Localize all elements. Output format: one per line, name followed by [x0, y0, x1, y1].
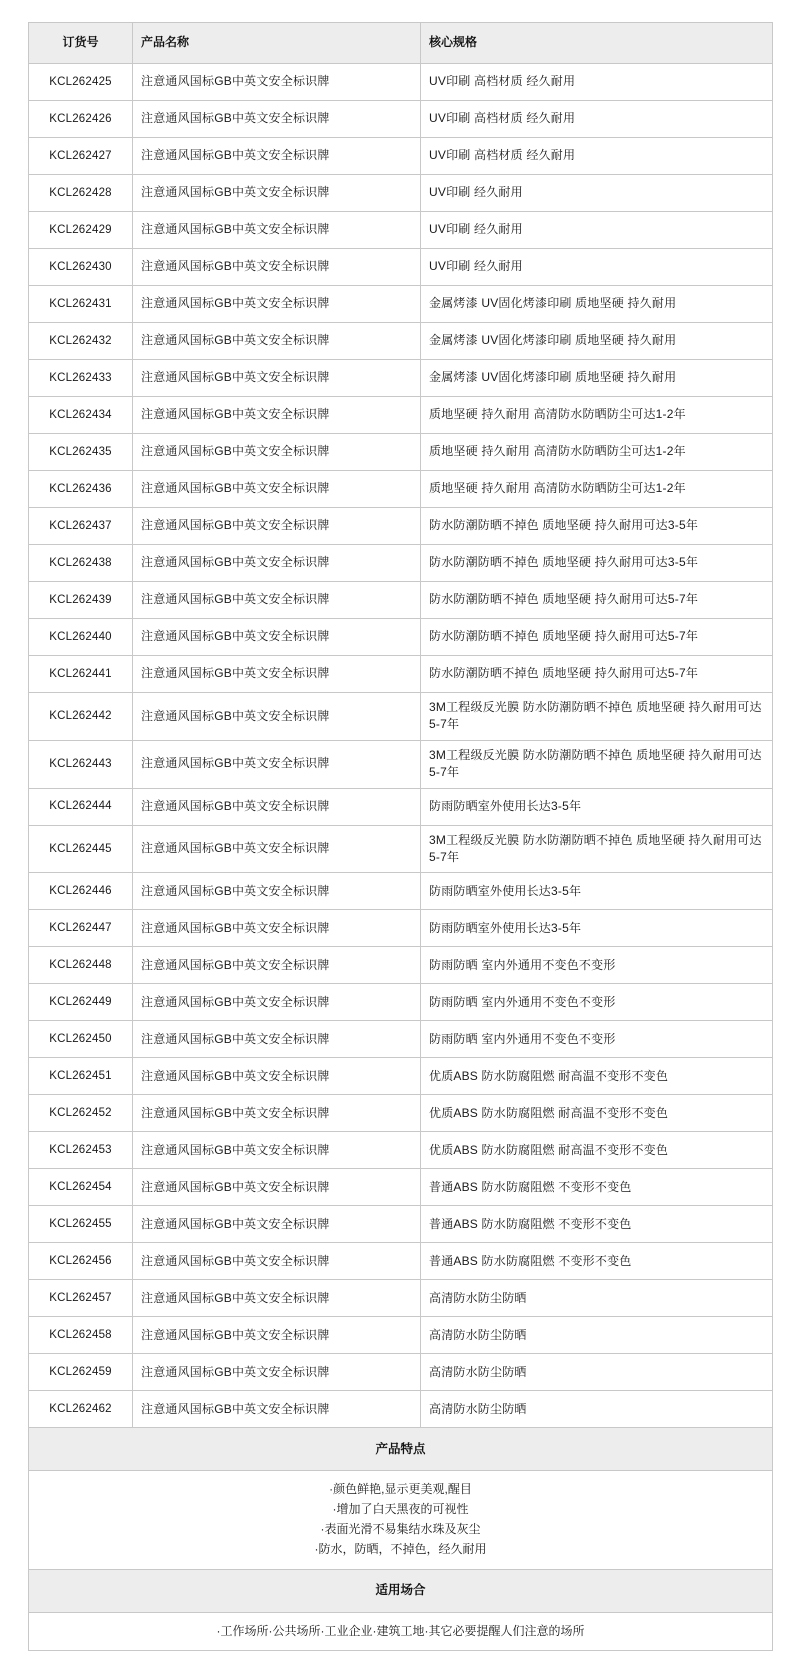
cell-core-spec: 防雨防晒室外使用长达3-5年: [421, 788, 773, 825]
table-row: [29, 101, 773, 138]
cell-core-spec: 普通ABS 防水防腐阻燃 不变形不变色: [421, 1206, 773, 1243]
cell-order-code: KCL262456: [29, 1243, 133, 1280]
table-row: [29, 1021, 773, 1058]
cell-core-spec: 质地坚硬 持久耐用 高清防水防晒防尘可达1-2年: [421, 434, 773, 471]
cell-product-name: 注意通风国标GB中英文安全标识牌: [133, 249, 421, 286]
cell-core-spec: 高清防水防尘防晒: [421, 1391, 773, 1428]
cell-core-spec: 防水防潮防晒不掉色 质地坚硬 持久耐用可达3-5年: [421, 508, 773, 545]
scenes-title: 适用场合: [29, 1569, 773, 1612]
table-row: [29, 1317, 773, 1354]
cell-product-name: 注意通风国标GB中英文安全标识牌: [133, 582, 421, 619]
table-row: [29, 397, 773, 434]
table-row: [29, 434, 773, 471]
cell-product-name: 注意通风国标GB中英文安全标识牌: [133, 286, 421, 323]
product-spec-table: [28, 22, 773, 1651]
cell-product-name: 注意通风国标GB中英文安全标识牌: [133, 740, 421, 788]
table-row: [29, 249, 773, 286]
cell-core-spec: 金属烤漆 UV固化烤漆印刷 质地坚硬 持久耐用: [421, 323, 773, 360]
cell-order-code: KCL262429: [29, 212, 133, 249]
cell-order-code: KCL262425: [29, 64, 133, 101]
table-body: [29, 64, 773, 1428]
cell-core-spec: 防雨防晒室外使用长达3-5年: [421, 910, 773, 947]
cell-core-spec: 质地坚硬 持久耐用 高清防水防晒防尘可达1-2年: [421, 397, 773, 434]
table-row: [29, 138, 773, 175]
cell-core-spec: 优质ABS 防水防腐阻燃 耐高温不变形不变色: [421, 1058, 773, 1095]
cell-core-spec: UV印刷 经久耐用: [421, 175, 773, 212]
cell-product-name: 注意通风国标GB中英文安全标识牌: [133, 545, 421, 582]
table-row: [29, 740, 773, 788]
cell-order-code: KCL262451: [29, 1058, 133, 1095]
cell-order-code: KCL262457: [29, 1280, 133, 1317]
table-row: [29, 471, 773, 508]
table-row: [29, 212, 773, 249]
cell-product-name: 注意通风国标GB中英文安全标识牌: [133, 1132, 421, 1169]
table-row: [29, 64, 773, 101]
cell-order-code: KCL262439: [29, 582, 133, 619]
cell-product-name: 注意通风国标GB中英文安全标识牌: [133, 434, 421, 471]
cell-order-code: KCL262462: [29, 1391, 133, 1428]
cell-order-code: KCL262440: [29, 619, 133, 656]
cell-order-code: KCL262430: [29, 249, 133, 286]
cell-order-code: KCL262433: [29, 360, 133, 397]
table-row: [29, 323, 773, 360]
cell-product-name: 注意通风国标GB中英文安全标识牌: [133, 64, 421, 101]
table-row: [29, 1206, 773, 1243]
table-row: [29, 1280, 773, 1317]
scene-line: ·工作场所·公共场所·工业企业·建筑工地·其它必要提醒人们注意的场所: [216, 1623, 585, 1638]
column-header-spec: 核心规格: [421, 23, 773, 64]
cell-core-spec: 金属烤漆 UV固化烤漆印刷 质地坚硬 持久耐用: [421, 360, 773, 397]
cell-product-name: 注意通风国标GB中英文安全标识牌: [133, 360, 421, 397]
column-header-name: 产品名称: [133, 23, 421, 64]
cell-core-spec: 普通ABS 防水防腐阻燃 不变形不变色: [421, 1169, 773, 1206]
table-row: [29, 1243, 773, 1280]
cell-order-code: KCL262438: [29, 545, 133, 582]
cell-order-code: KCL262453: [29, 1132, 133, 1169]
table-header: [29, 23, 773, 64]
cell-order-code: KCL262445: [29, 825, 133, 873]
cell-product-name: 注意通风国标GB中英文安全标识牌: [133, 984, 421, 1021]
cell-order-code: KCL262434: [29, 397, 133, 434]
cell-core-spec: UV印刷 高档材质 经久耐用: [421, 64, 773, 101]
features-list: [29, 1471, 773, 1569]
cell-core-spec: 3M工程级反光膜 防水防潮防晒不掉色 质地坚硬 持久耐用可达5-7年: [421, 825, 773, 873]
cell-order-code: KCL262452: [29, 1095, 133, 1132]
scenes-title-row: [29, 1569, 773, 1612]
cell-product-name: 注意通风国标GB中英文安全标识牌: [133, 1021, 421, 1058]
table-row: [29, 1095, 773, 1132]
cell-product-name: 注意通风国标GB中英文安全标识牌: [133, 1391, 421, 1428]
cell-core-spec: 3M工程级反光膜 防水防潮防晒不掉色 质地坚硬 持久耐用可达5-7年: [421, 693, 773, 741]
cell-core-spec: 高清防水防尘防晒: [421, 1354, 773, 1391]
table-row: [29, 360, 773, 397]
cell-order-code: KCL262444: [29, 788, 133, 825]
cell-product-name: 注意通风国标GB中英文安全标识牌: [133, 873, 421, 910]
cell-core-spec: 质地坚硬 持久耐用 高清防水防晒防尘可达1-2年: [421, 471, 773, 508]
table-row: [29, 984, 773, 1021]
cell-product-name: 注意通风国标GB中英文安全标识牌: [133, 825, 421, 873]
cell-core-spec: 防水防潮防晒不掉色 质地坚硬 持久耐用可达3-5年: [421, 545, 773, 582]
cell-order-code: KCL262459: [29, 1354, 133, 1391]
cell-order-code: KCL262436: [29, 471, 133, 508]
features-title-row: [29, 1428, 773, 1471]
cell-core-spec: 优质ABS 防水防腐阻燃 耐高温不变形不变色: [421, 1132, 773, 1169]
cell-order-code: KCL262448: [29, 947, 133, 984]
table-row: [29, 1391, 773, 1428]
cell-core-spec: UV印刷 经久耐用: [421, 212, 773, 249]
table-row: [29, 947, 773, 984]
table-row: [29, 286, 773, 323]
cell-product-name: 注意通风国标GB中英文安全标识牌: [133, 471, 421, 508]
cell-order-code: KCL262428: [29, 175, 133, 212]
table-row: [29, 910, 773, 947]
cell-core-spec: 优质ABS 防水防腐阻燃 耐高温不变形不变色: [421, 1095, 773, 1132]
cell-order-code: KCL262441: [29, 656, 133, 693]
table-row: [29, 788, 773, 825]
cell-core-spec: 高清防水防尘防晒: [421, 1280, 773, 1317]
cell-order-code: KCL262454: [29, 1169, 133, 1206]
cell-order-code: KCL262455: [29, 1206, 133, 1243]
cell-core-spec: 高清防水防尘防晒: [421, 1317, 773, 1354]
cell-core-spec: 防雨防晒 室内外通用不变色不变形: [421, 984, 773, 1021]
cell-core-spec: 防雨防晒 室内外通用不变色不变形: [421, 1021, 773, 1058]
cell-order-code: KCL262449: [29, 984, 133, 1021]
cell-product-name: 注意通风国标GB中英文安全标识牌: [133, 1206, 421, 1243]
cell-order-code: KCL262458: [29, 1317, 133, 1354]
cell-order-code: KCL262431: [29, 286, 133, 323]
table-row: [29, 1058, 773, 1095]
cell-core-spec: 3M工程级反光膜 防水防潮防晒不掉色 质地坚硬 持久耐用可达5-7年: [421, 740, 773, 788]
table-row: [29, 693, 773, 741]
cell-product-name: 注意通风国标GB中英文安全标识牌: [133, 397, 421, 434]
cell-product-name: 注意通风国标GB中英文安全标识牌: [133, 212, 421, 249]
cell-product-name: 注意通风国标GB中英文安全标识牌: [133, 1058, 421, 1095]
table-row: [29, 1132, 773, 1169]
cell-core-spec: 防雨防晒 室内外通用不变色不变形: [421, 947, 773, 984]
cell-order-code: KCL262450: [29, 1021, 133, 1058]
table-row: [29, 1354, 773, 1391]
cell-core-spec: 防水防潮防晒不掉色 质地坚硬 持久耐用可达5-7年: [421, 619, 773, 656]
cell-product-name: 注意通风国标GB中英文安全标识牌: [133, 1095, 421, 1132]
features-body-row: [29, 1471, 773, 1569]
cell-product-name: 注意通风国标GB中英文安全标识牌: [133, 1169, 421, 1206]
cell-product-name: 注意通风国标GB中英文安全标识牌: [133, 1354, 421, 1391]
cell-order-code: KCL262426: [29, 101, 133, 138]
cell-core-spec: 金属烤漆 UV固化烤漆印刷 质地坚硬 持久耐用: [421, 286, 773, 323]
cell-product-name: 注意通风国标GB中英文安全标识牌: [133, 947, 421, 984]
cell-product-name: 注意通风国标GB中英文安全标识牌: [133, 323, 421, 360]
cell-core-spec: UV印刷 高档材质 经久耐用: [421, 101, 773, 138]
table-footer: [29, 1428, 773, 1651]
cell-order-code: KCL262432: [29, 323, 133, 360]
cell-product-name: 注意通风国标GB中英文安全标识牌: [133, 101, 421, 138]
cell-product-name: 注意通风国标GB中英文安全标识牌: [133, 1243, 421, 1280]
table-row: [29, 873, 773, 910]
column-header-code: 订货号: [29, 23, 133, 64]
table-row: [29, 175, 773, 212]
table-row: [29, 1169, 773, 1206]
table-row: [29, 582, 773, 619]
table-row: [29, 545, 773, 582]
cell-order-code: KCL262435: [29, 434, 133, 471]
table-row: [29, 619, 773, 656]
cell-product-name: 注意通风国标GB中英文安全标识牌: [133, 693, 421, 741]
cell-product-name: 注意通风国标GB中英文安全标识牌: [133, 1280, 421, 1317]
cell-core-spec: 普通ABS 防水防腐阻燃 不变形不变色: [421, 1243, 773, 1280]
cell-core-spec: 防水防潮防晒不掉色 质地坚硬 持久耐用可达5-7年: [421, 656, 773, 693]
cell-product-name: 注意通风国标GB中英文安全标识牌: [133, 619, 421, 656]
feature-line: ·颜色鲜艳,显示更美观,醒目: [329, 1482, 472, 1497]
table-row: [29, 508, 773, 545]
cell-product-name: 注意通风国标GB中英文安全标识牌: [133, 138, 421, 175]
cell-order-code: KCL262443: [29, 740, 133, 788]
feature-line: ·防水，防晒，不掉色，经久耐用: [314, 1541, 487, 1556]
cell-order-code: KCL262437: [29, 508, 133, 545]
scenes-list: [29, 1612, 773, 1651]
cell-product-name: 注意通风国标GB中英文安全标识牌: [133, 175, 421, 212]
cell-product-name: 注意通风国标GB中英文安全标识牌: [133, 656, 421, 693]
feature-line: ·增加了白天黑夜的可视性: [332, 1502, 469, 1517]
cell-core-spec: 防水防潮防晒不掉色 质地坚硬 持久耐用可达5-7年: [421, 582, 773, 619]
cell-core-spec: 防雨防晒室外使用长达3-5年: [421, 873, 773, 910]
cell-product-name: 注意通风国标GB中英文安全标识牌: [133, 508, 421, 545]
cell-product-name: 注意通风国标GB中英文安全标识牌: [133, 788, 421, 825]
cell-order-code: KCL262427: [29, 138, 133, 175]
table-row: [29, 825, 773, 873]
cell-order-code: KCL262447: [29, 910, 133, 947]
cell-core-spec: UV印刷 高档材质 经久耐用: [421, 138, 773, 175]
cell-product-name: 注意通风国标GB中英文安全标识牌: [133, 1317, 421, 1354]
table-header-row: [29, 23, 773, 64]
features-title: 产品特点: [29, 1428, 773, 1471]
cell-core-spec: UV印刷 经久耐用: [421, 249, 773, 286]
cell-order-code: KCL262446: [29, 873, 133, 910]
cell-product-name: 注意通风国标GB中英文安全标识牌: [133, 910, 421, 947]
scenes-body-row: [29, 1612, 773, 1651]
table-row: [29, 656, 773, 693]
cell-order-code: KCL262442: [29, 693, 133, 741]
feature-line: ·表面光滑不易集结水珠及灰尘: [320, 1521, 481, 1536]
